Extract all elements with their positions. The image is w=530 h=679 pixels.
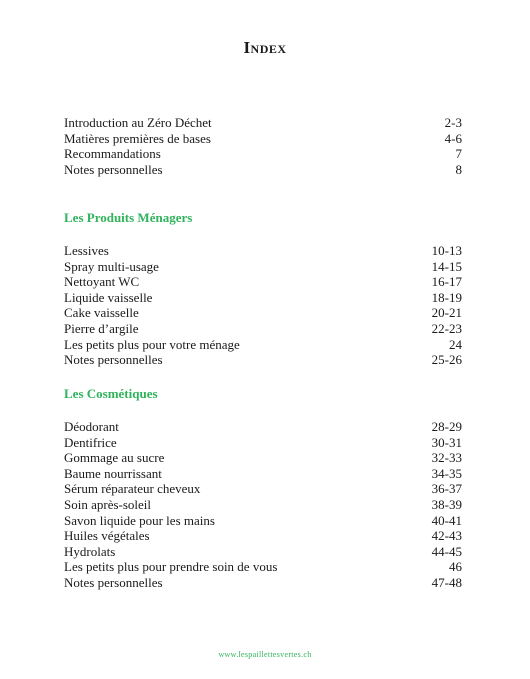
entry-label: Gommage au sucre [64, 450, 165, 466]
entry-label: Sérum réparateur cheveux [64, 481, 201, 497]
list-item [64, 559, 462, 575]
entry-label: Pierre d’argile [64, 320, 139, 336]
list-item [64, 544, 462, 560]
entry-pages: 25-26 [431, 352, 462, 368]
entry-pages: 7 [455, 146, 462, 162]
entry-pages: 4-6 [444, 130, 462, 146]
entry-label: Matières premières de bases [64, 130, 211, 146]
entry-pages: 30-31 [431, 434, 462, 450]
entry-pages: 38-39 [431, 496, 462, 512]
entry-pages: 42-43 [431, 528, 462, 544]
entry-pages: 16-17 [431, 274, 462, 290]
section-heading-cosmetiques: Les Cosmétiques [64, 386, 158, 401]
list-item [64, 259, 462, 275]
entry-pages: 10-13 [431, 243, 462, 258]
entry-pages: 8 [455, 161, 462, 177]
list-item [64, 481, 462, 497]
entry-label: Huiles végétales [64, 528, 150, 544]
entry-label: Notes personnelles [64, 574, 163, 590]
entry-label: Nettoyant WC [64, 274, 140, 290]
entry-pages: 44-45 [431, 543, 462, 559]
entry-label: Les petits plus pour prendre soin de vous [64, 559, 278, 575]
entry-label: Déodorant [64, 419, 119, 434]
menagers-list [64, 243, 462, 368]
list-item [64, 497, 462, 513]
entry-label: Spray multi-usage [64, 258, 159, 274]
entry-label: Baume nourrissant [64, 465, 162, 481]
entry-label: Introduction au Zéro Déchet [64, 115, 212, 130]
page-title: Index [243, 38, 287, 57]
list-item [64, 435, 462, 451]
list-item [64, 337, 462, 353]
footer-url[interactable]: www.lespaillettesvertes.ch [218, 650, 312, 659]
entry-pages: 47-48 [431, 574, 462, 590]
list-item [64, 131, 462, 147]
entry-label: Recommandations [64, 146, 161, 162]
list-item [64, 290, 462, 306]
entry-pages: 20-21 [431, 305, 462, 321]
entry-pages: 46 [449, 559, 462, 575]
entry-label: Liquide vaisselle [64, 289, 153, 305]
list-item [64, 575, 462, 591]
entry-pages: 18-19 [431, 289, 462, 305]
list-item [64, 274, 462, 290]
list-item [64, 146, 462, 162]
entry-pages: 36-37 [431, 481, 462, 497]
entry-pages: 24 [449, 336, 462, 352]
entry-pages: 2-3 [444, 115, 462, 130]
list-item [64, 321, 462, 337]
entry-label: Soin après-soleil [64, 496, 152, 512]
entry-pages: 22-23 [431, 320, 462, 336]
entry-pages: 14-15 [431, 258, 462, 274]
list-item [64, 305, 462, 321]
list-item [64, 419, 462, 435]
intro-list [64, 115, 462, 177]
entry-label: Hydrolats [64, 543, 116, 559]
list-item [64, 115, 462, 131]
entry-label: Les petits plus pour votre ménage [64, 336, 240, 352]
entry-label: Cake vaisselle [64, 305, 139, 321]
list-item [64, 528, 462, 544]
list-item [64, 450, 462, 466]
list-item [64, 352, 462, 368]
entry-label: Dentifrice [64, 434, 117, 450]
list-item [64, 243, 462, 259]
entry-pages: 34-35 [431, 465, 462, 481]
entry-label: Notes personnelles [64, 161, 163, 177]
entry-label: Lessives [64, 243, 109, 258]
entry-pages: 40-41 [431, 512, 462, 528]
entry-label: Savon liquide pour les mains [64, 512, 215, 528]
cosmetiques-list [64, 419, 462, 591]
entry-pages: 32-33 [431, 450, 462, 466]
list-item [64, 162, 462, 178]
entry-pages: 28-29 [431, 419, 462, 434]
list-item [64, 513, 462, 529]
section-heading-menagers: Les Produits Ménagers [64, 210, 193, 225]
entry-label: Notes personnelles [64, 352, 163, 368]
list-item [64, 466, 462, 482]
